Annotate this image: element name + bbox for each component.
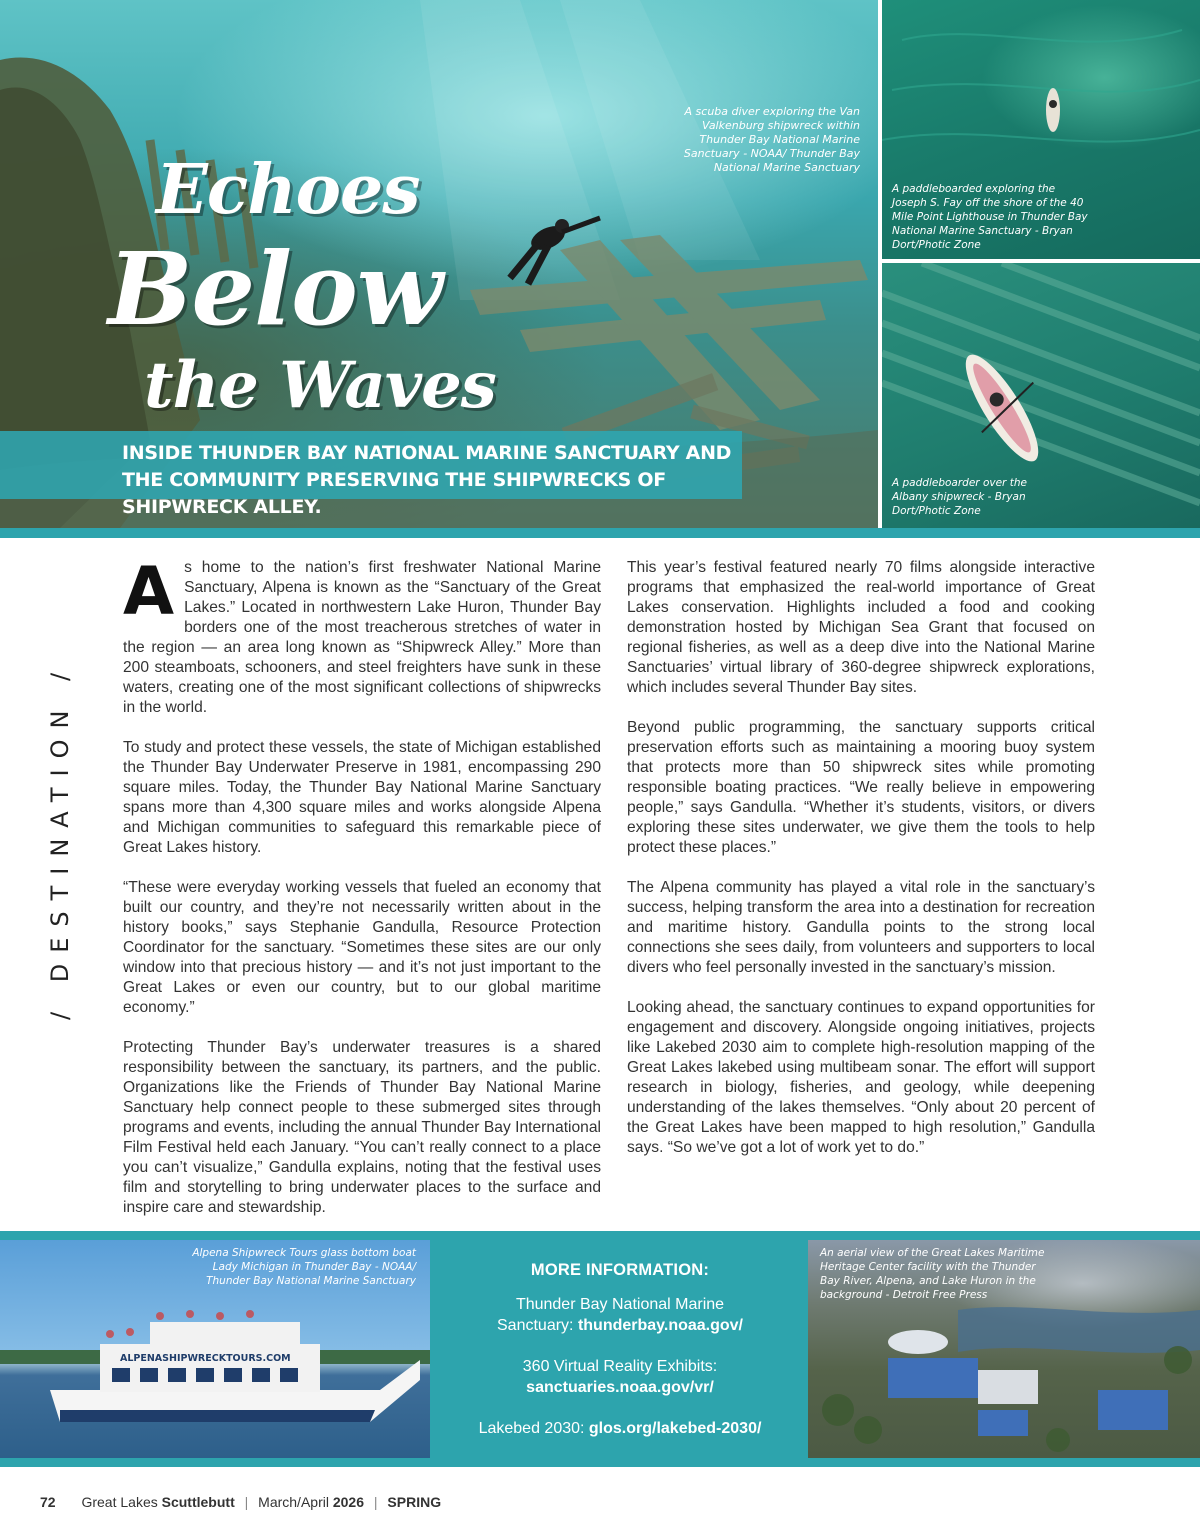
article-column-left [123, 553, 601, 1238]
link-thunderbay[interactable]: thunderbay.noaa.gov/ [577, 1317, 743, 1334]
info-item-vr-exhibits [440, 1356, 800, 1398]
tour-boat-photo [0, 1240, 430, 1458]
article-column-right [627, 558, 1095, 1178]
hero-photo [0, 0, 878, 528]
paddleboard-aerial-photo-top [882, 0, 1200, 259]
boat-photo-caption: Alpena Shipwreck Tours glass bottom boat Lady Michigan in Thunder Bay - NOAA/ Thunder Bay National Marine Sanctuary [192, 1247, 416, 1287]
info-item-lakebed [440, 1418, 800, 1439]
link-lakebed[interactable]: glos.org/lakebed-2030/ [588, 1420, 762, 1437]
article-paragraph: The Alpena community has played a vital role in the sanctuary’s success, helping transform the area into a destination for recreation and maritime history. Gandulla points to the strong local connections she sees daily, from volunteers and supporters to local divers who feel personally invested in the sanctuary’s mission. [627, 879, 1095, 976]
paddleboard-bottom-caption: A paddleboarder over the Albany shipwreck - Bryan Dort/Photic Zone [892, 477, 1027, 517]
article-paragraph [123, 553, 601, 718]
aerial-photo-caption: An aerial view of the Great Lakes Maritime Heritage Center facility with the Thunder Bay River, Alpena, and Lake Huron in the background - Detroit Free Press [820, 1247, 1045, 1301]
article-paragraph: To study and protect these vessels, the state of Michigan established the Thunder Bay Underwater Preserve in 1981, encompassing 290 square miles. Today, the Thunder Bay National Marine Sanctuary spans more than 4,300 square miles and works alongside Alpena and Michigan communities to safeguard this remarkable piece of Great Lakes history. [123, 739, 601, 856]
footer-separator: | [244, 1494, 249, 1510]
section-label-destination: / DESTINATION / [46, 661, 74, 1020]
subtitle-band [0, 431, 742, 518]
article-paragraph: “These were everyday working vessels that fueled an economy that built our country, and they’re not necessarily written about in the history books,” says Stephanie Gandulla, Resource Protection Coordinator for the sanctuary. “Sometimes these sites are our only window into that precious history — and it’s not just important to the Great Lakes or even our country, but to our global maritime economy.” [123, 879, 601, 1016]
info-text: Sanctuary: [497, 1317, 578, 1334]
info-text: Lakebed 2030: [478, 1420, 589, 1437]
footer-separator: | [373, 1494, 378, 1510]
more-information-box [440, 1240, 800, 1458]
info-text: Thunder Bay National Marine [515, 1296, 725, 1313]
heritage-center-aerial-photo [808, 1240, 1200, 1458]
info-item-thunderbay [440, 1294, 800, 1336]
link-sanctuaries-vr[interactable]: sanctuaries.noaa.gov/vr/ [526, 1379, 714, 1396]
title-below: Below [108, 230, 442, 348]
magazine-name: Great Lakes Scuttlebutt [81, 1494, 235, 1510]
article-paragraph: Beyond public programming, the sanctuary supports critical preservation efforts such as maintaining a mooring buoy system that protects more than 50 shipwreck sites while promoting responsible boating practices. “We really believe in empowering people,” says Gandulla. “Whether it’s students, visitors, or divers exploring these sites underwater, we give them the tools to help protect these places.” [627, 719, 1095, 856]
title-echoes: Echoes [156, 150, 420, 230]
boat-sign-text: ALPENASHIPWRECKTOURS.COM [120, 1353, 291, 1364]
info-text: 360 Virtual Reality Exhibits: [522, 1358, 718, 1375]
feature-subtitle: INSIDE THUNDER BAY NATIONAL MARINE SANCTUARY AND THE COMMUNITY PRESERVING THE SHIPWRECKS OF SHIPWRECK ALLEY. [122, 442, 732, 518]
issue-season: SPRING [387, 1494, 442, 1510]
drop-cap: A [123, 553, 175, 630]
page-number: 72 [40, 1494, 56, 1510]
section-divider [0, 528, 1200, 538]
page-footer [40, 1494, 441, 1510]
issue-date: March/April 2026 [258, 1494, 364, 1510]
hero-photo-caption: A scuba diver exploring the Van Valkenburg shipwreck within Thunder Bay National Marine Sanctuary - NOAA/ Thunder Bay National Marine Sanctuary [683, 105, 860, 174]
paddleboard-top-caption: A paddleboarded exploring the Joseph S. Fay off the shore of the 40 Mile Point Lighthouse in Thunder Bay National Marine Sanctuary - Bryan Dort/Photic Zone [892, 183, 1088, 251]
article-paragraph: This year’s festival featured nearly 70 films alongside interactive programs that emphasized the real-world importance of Great Lakes conservation. Highlights included a food and cooking demonstration hosted by Michigan Sea Grant that focused on regional fisheries, as well as a deep dive into the National Marine Sanctuaries’ virtual library of 360-degree shipwreck explorations, which includes several Thunder Bay sites. [627, 559, 1095, 696]
article-paragraph: Protecting Thunder Bay’s underwater treasures is a shared responsibility between the sanctuary, its partners, and the public. Organizations like the Friends of Thunder Bay National Marine Sanctuary help connect people to these submerged sites through programs and events, including the annual Thunder Bay International Film Festival held each January. “You can’t really connect to a place you can’t visualize,” Gandulla explains, noting that the festival uses film and storytelling to bring underwater places to the surface and inspire care and stewardship. [123, 1039, 601, 1216]
paddleboard-aerial-photo-bottom [882, 263, 1200, 528]
title-the-waves: the Waves [144, 348, 496, 423]
article-paragraph: Looking ahead, the sanctuary continues to expand opportunities for engagement and discovery. Alongside ongoing initiatives, projects like Lakebed 2030 aim to complete high-resolution mapping of the Great Lakes lakebed using multibeam sonar. The effort will support research in biology, fisheries, and geology, while deepening understanding of the lakes themselves. “Only about 20 percent of the Great Lakes have been mapped to high resolution,” Gandulla says. “So we’ve got a lot of work yet to do.” [627, 999, 1095, 1156]
more-information-heading: MORE INFORMATION: [530, 1261, 710, 1279]
paragraph-text: s home to the nation’s first freshwater National Marine Sanctuary, Alpena is known as the “Sanctuary of the Great Lakes.” Located in northwestern Lake Huron, Thunder Bay borders one of the most treacherous stretches of water in the region — an area long known as “Shipwreck Alley.” More than 200 steamboats, schooners, and steel freighters have sunk in these waters, creating one of the most significant collections of shipwrecks in the world. [123, 559, 601, 716]
